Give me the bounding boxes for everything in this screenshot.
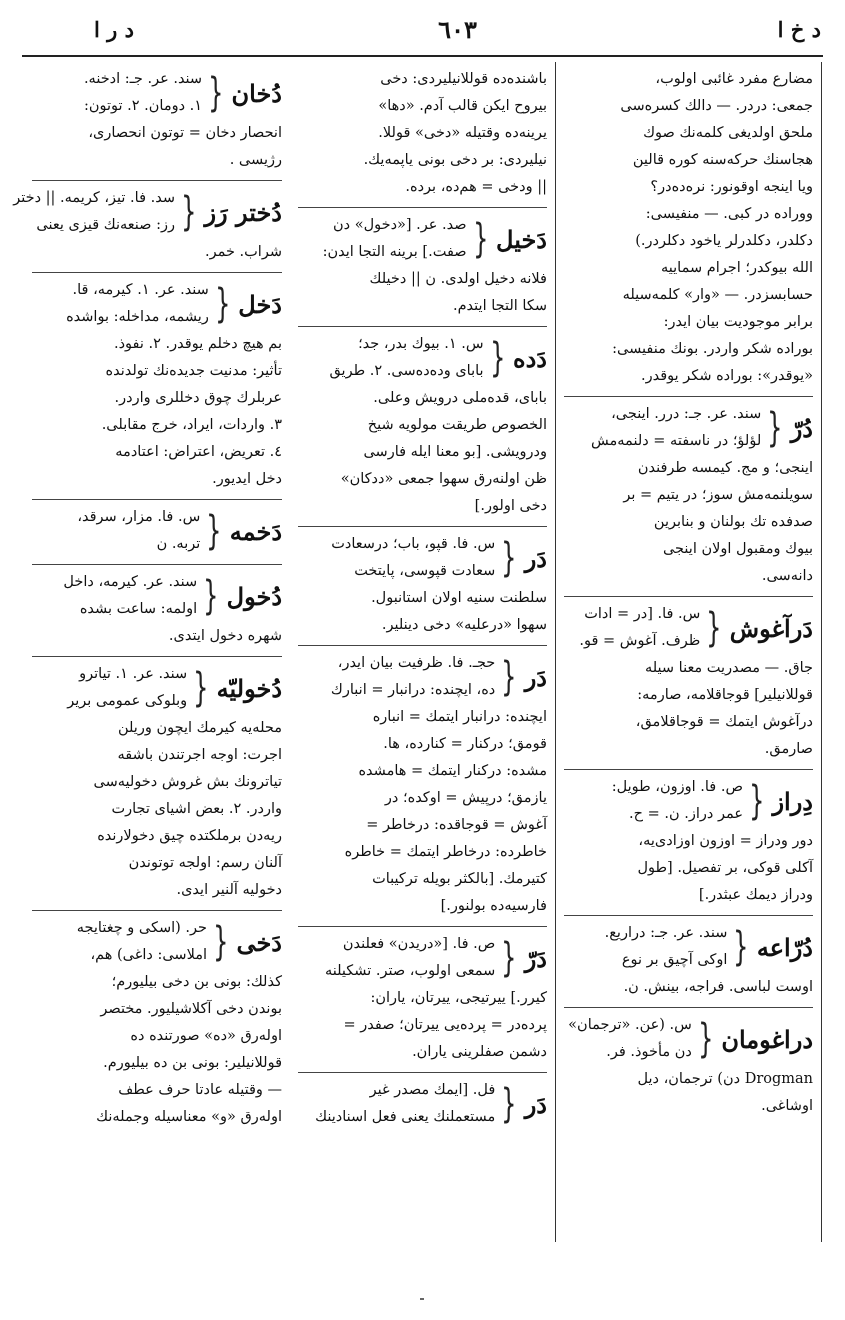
brace-glyph: { [749,778,765,824]
entry-line: فلانه دخیل اولدی. ن || دخیلك [369,271,547,287]
entry-line: Drogman دن) ترجمان، دیل [637,1071,813,1087]
entry-line: کذلك: بونی بن دخی بیلیورم؛ [111,974,282,990]
entry-line: ظن اولنه‌رق سهوا جمعی «ددکان» [340,471,547,487]
entry-head-lines [564,920,727,974]
entry-line: اولەرق «ده» صورتنده ده [130,1028,282,1044]
entry-head-line: ۱. دومان. ۲. توتون: [83,98,203,114]
entry-line: شراب. خمر. [204,244,282,260]
entry-head-row [298,531,547,585]
entry-line: ویا اینجه اوقونور: نره‌ده‌در؟ [650,179,813,195]
entry-line: صارمق. [764,741,813,757]
entry-head-line: ص. فا. [«دریدن» فعلندن [342,936,496,952]
entry-line: باشنده‌ده قوللانیلیردی: دخی [380,71,547,87]
entry-line: عربلرك چوق دخللری واردر. [114,390,282,406]
entry-line: ایچنده: درانبار ایتمك = انباره [372,709,547,725]
entry-head-lines [32,569,197,623]
entry-head-row [32,277,282,331]
entry-head-row [298,1077,547,1131]
entry-line: محله‌یه کیرمك ایچون وریلن [117,720,282,736]
entry-headword: دُخول [226,581,282,611]
entry-line: شهره دخول ایتدی. [168,628,282,644]
header-rule [22,55,823,57]
entry-head-line: تربه. ن [156,536,201,552]
entry-line: اجرت: اوجه اجرتندن باشقه [117,747,282,763]
entry-head-lines [298,650,495,704]
column-left [556,62,822,1242]
entry-line: سكا التجا ایتدم. [452,298,547,314]
entry-head-line: حجـ. فا. ظرفیت بیان ایدر، [337,655,496,671]
entry-head-line: س. فا. قپو، باب؛ درسعادت [331,536,496,552]
entry-line: کتیرمك. [بالکثر بویله ترکیبات [372,871,547,887]
entry-headword: دَخمه [229,516,282,546]
entry-line: درآغوش ایتمك = قوجاقلامق، [635,714,813,730]
entry-headword: دَرّ [524,943,547,973]
entry-head-row [298,650,547,704]
entry-line: پرده‌در = پرده‌یی ییرتان؛ صفدر = [343,1017,547,1033]
entry-head-line: اولمه: ساعت بشده [79,601,198,617]
dictionary-entry [32,500,282,565]
entry-line: بیوك ومقبول اولان اینجی [662,541,813,557]
entry-line: ٤. تعریض، اعتراض: اعتادمه [115,444,282,460]
brace-glyph: { [733,924,749,970]
entry-head-row [564,1012,813,1066]
entry-line: سویلنمه‌مش سوز؛ در یتیم = بر [623,487,813,503]
brace-glyph: { [213,919,229,965]
entry-head-line: حر. (اسکی و چغتایجه [76,920,208,936]
column-middle [290,62,556,1242]
entry-line: سلطنت سنیه اولان استانبول. [371,590,547,606]
entry-headword: دُرّاعه [756,932,813,962]
entry-head-line: س. (عن. «ترجمان» [568,1017,692,1033]
brace-glyph: { [193,665,209,711]
entry-head-line: فل. [ایمك مصدر غیر [369,1082,496,1098]
entry-line: ۳. واردات، ایراد، خرج مقابلی. [101,417,282,433]
entry-line: قوللانیلیر] قوجاقلامه، صارمه: [637,687,813,703]
entry-line: بابای، قدەملی درویش وعلی. [373,390,547,406]
entry-head-row [32,915,282,969]
entry-line: اینجی؛ و مج. کیمسه طرفندن [637,460,813,476]
entry-line: بوندن دخی آکلاشیلیور. مختصر [100,1001,282,1017]
entry-line: خاطرده: درخاطر ایتمك = خاطره [344,844,547,860]
entry-line: دکلدر، دکلدرلر یاخود دکلردر.) [635,233,813,249]
brace-glyph: { [206,508,222,554]
brace-glyph: { [472,216,488,262]
entry-head-row [32,66,282,120]
entry-head-row [13,185,282,239]
page-header [14,12,831,46]
entry-line: انحصار دخان = توتون انحصاری، [88,125,282,141]
entry-head-row [32,661,282,715]
entry-line: آلنان رسم: اولجه توتوندن [128,855,282,871]
entry-head-line: سند. عر. جـ: درر. اینجی، [611,406,762,422]
entry-headword: دُختر رَز [204,197,282,227]
dictionary-entry [298,62,547,208]
entry-line: دخل ایدیور. [212,471,282,487]
dictionary-entry [298,527,547,646]
dictionary-entry [298,208,547,327]
entry-line: دور ودراز = اوزون اوزادی‌یه، [638,833,813,849]
entry-head-lines [564,774,743,828]
brace-glyph: { [501,654,517,700]
entry-head-line: دن مأخوذ. فر. [606,1044,692,1060]
entry-headword: دُخان [231,78,282,108]
entry-line: حسابسزدر. — «وار» کلمه‌سیله [622,287,813,303]
entry-line: قوللانیلیر: بونی بن ده بیلیورم. [103,1055,282,1071]
entry-headword: دُرّ [790,413,813,443]
dictionary-entry [32,911,282,1137]
brace-glyph: { [203,573,219,619]
entry-line: تیاترونك بش غروش دخولیه‌سی [93,774,282,790]
entry-head-lines [32,661,187,715]
entry-head-lines [298,931,495,985]
entry-head-row [564,401,813,455]
entry-line: مشده: درکنار ایتمك = هامشده [358,763,547,779]
entry-head-row [298,331,547,385]
entry-line: اوست لباسی. فراجه، بینش. ن. [623,979,813,995]
entry-line: دخولیه آلنیر ایدی. [176,882,282,898]
dictionary-entry [32,657,282,911]
entry-head-line: س. فا. [در = ادات [584,606,701,622]
entry-line: الخصوص طریقت مولویه شیخ [367,417,547,433]
entry-head-line: سند. عر. کیرمه، داخل [63,574,198,590]
dictionary-entry [298,327,547,527]
entry-line: دشمن صفلرینی یاران. [412,1044,547,1060]
entry-line: جمعی: دردر. — دالك کسره‌سی [620,98,813,114]
entry-head-row [298,212,547,266]
entry-headword: دراغومان [721,1024,813,1054]
entry-line: قومق؛ درکنار = کنارده، ها. [383,736,547,752]
entry-line: مضارع مفرد غائبی اولوب، [655,71,813,87]
entry-head-line: ص. فا. اوزون، طویل: [611,779,743,795]
entry-line: هجاسنك حرکه‌سنه کوره قالین [632,152,813,168]
entry-line: نیلیردی: بر دخی بونی یاپمه‌یك. [363,152,547,168]
entry-head-row [32,569,282,623]
dictionary-entry [298,1073,547,1137]
entry-head-line: سند. عر. جـ: ادخنه. [83,71,203,87]
entry-line: ریه‌دن برملکتده چیق دخولارنده [97,828,282,844]
entry-headword: دَر [524,543,547,573]
entry-line: یازمق؛ درپیش = اوکده؛ در [384,790,547,806]
entry-line: واردر. ۲. بعض اشیای تجارت [111,801,282,817]
entry-head-line: س. فا. مزار، سرقد، [77,509,201,525]
entry-head-row [32,504,282,558]
dictionary-entry [32,565,282,657]
dictionary-entry [564,62,813,397]
entry-head-lines [32,915,207,969]
entry-line: ووراده در کبی. — منفیسی: [645,206,813,222]
page-mark [420,1298,424,1300]
entry-head-line: سند. عر. جـ: دراریع. [604,925,728,941]
entry-headword: دُخولیّه [216,673,282,703]
entry-head-lines [298,212,467,266]
entry-head-lines [32,277,209,331]
brace-glyph: { [501,1081,517,1127]
entry-line: — وقتیله عادتا حرف عطف [118,1082,282,1098]
entry-line: تأثیر: مدنیت جدیده‌نك تولدنده [105,363,282,379]
dictionary-entry [32,62,282,181]
entry-head-lines [298,1077,495,1131]
entry-line: جاق. — مصدریت معنا سیله [644,660,813,676]
dictionary-entry [564,397,813,597]
dictionary-entry [564,770,813,916]
entry-line: الله بیوکدر؛ اجرام سماییه [660,260,813,276]
brace-glyph: { [767,405,783,451]
dictionary-entry [298,646,547,927]
entry-head-line: سند. عر. ۱. تیاترو [79,666,188,682]
entry-head-line: لؤلؤ؛ در ناسفته = دلنمه‌مش [591,433,762,449]
entry-line: آکلی قوکی، بر تفصیل. [طول [637,860,813,876]
entry-head-line: سعادت قپوسی، پایتخت [354,563,496,579]
brace-glyph: { [706,605,722,651]
entry-line: یرینه‌ده وقتیله «دخی» قوللا. [378,125,547,141]
dictionary-columns [13,62,824,1242]
dictionary-entry [564,597,813,770]
header-letters-right: د خ ا [777,16,821,42]
entry-head-lines [13,185,175,239]
entry-headword: دَخل [238,289,282,319]
entry-head-row [298,931,547,985]
brace-glyph: { [501,535,517,581]
entry-head-lines [298,531,495,585]
entry-line: دانه‌سی. [761,568,813,584]
entry-head-line: س. ۱. بیوك بدر، جد؛ [358,336,484,352]
entry-line: ودرویشی. [بو معنا ایله فارسی [363,444,547,460]
entry-line: فارسیه‌ده بولنور.] [440,898,547,914]
entry-head-line: مستعملنك یعنی فعل اسنادینك [315,1109,496,1125]
entry-head-line: صد. عر. [«دخول» دن [333,217,467,233]
entry-head-lines [32,504,200,558]
entry-headword: دَخیل [496,224,547,254]
entry-head-line: سمعی اولوب، صتر. تشکیلنه [324,963,496,979]
entry-line: اوله‌رق «و» معناسیله وجمله‌نك [96,1109,282,1125]
entry-line: || ودخی = هم‌ده، برده. [405,179,547,195]
entry-head-lines [564,1012,692,1066]
entry-head-line: سند. عر. ۱. کیرمه، قا. [72,282,209,298]
entry-head-lines [564,601,700,655]
entry-head-row [564,920,813,974]
entry-head-line: املاسی: داغی) هم، [90,947,208,963]
entry-line: آغوش = قوجاقده: درخاطر = [366,817,547,833]
entry-headword: دَخی [236,927,282,957]
brace-glyph: { [208,70,224,116]
entry-line: برابر موجودیت بیان ایدر: [663,314,813,330]
entry-head-line: وبلوکی عمومی بریر [67,693,188,709]
column-right [13,62,290,1242]
entry-headword: دَر [524,662,547,692]
entry-head-lines [564,401,761,455]
dictionary-entry [564,916,813,1008]
brace-glyph: { [501,935,517,981]
entry-head-lines [32,66,202,120]
entry-head-line: صفت.] برینه التجا ایدن: [322,244,467,260]
entry-headword: دَرآغوش [729,613,813,643]
dictionary-entry [564,1008,813,1126]
entry-line: صدفده تك بولنان و بنابرین [653,514,813,530]
entry-head-line: ریشمه، مداخله: بواشده [66,309,209,325]
entry-line: «یوقدر»: بوراده شکر یوقدر. [641,368,813,384]
dictionary-entry [32,273,282,500]
entry-line: کیرر.] ییرتیجی، ییرتان، یاران: [370,990,547,1006]
brace-glyph: { [697,1016,714,1062]
entry-head-lines [298,331,484,385]
entry-head-line: ظرف. آغوش = قو. [579,633,701,649]
entry-head-row [564,601,813,655]
entry-line: دخی اولور.] [474,498,547,514]
brace-glyph: { [214,281,231,327]
entry-line: ودراز دیمك عبثدر.] [698,887,813,903]
header-letters-left: د ر ا [94,16,134,42]
entry-head-row [564,774,813,828]
entry-line: بیروح ایکن قالب آدم. «دها» [378,98,547,114]
dictionary-entry [13,181,282,273]
entry-head-line: بابای وده‌دەسی. ۲. طریق [329,363,484,379]
page-number: ٦٠٣ [438,14,477,44]
entry-line: اوشاغی. [761,1098,813,1114]
entry-line: بم هیچ دخلم یوقدر. ۲. نفوذ. [113,336,282,352]
entry-line: رژیسی . [229,152,282,168]
entry-head-line: عمر دراز. ن. = ح. [629,806,743,822]
entry-head-line: رز: صنعه‌نك قیزی یعنی [36,217,175,233]
entry-line: بوراده شکر واردر. بونك منفیسی: [612,341,813,357]
entry-head-line: اوکی آچیق بر نوع [621,952,728,968]
entry-headword: دَده [513,343,547,373]
entry-head-line: ده، ایچنده: درانبار = انبارك [330,682,496,698]
entry-headword: دِراز [772,786,813,816]
entry-line: سهوا «درعلیه» دخی دینلیر. [381,617,547,633]
entry-headword: دَر [524,1089,547,1119]
entry-head-line: سد. فا. تیز، کریمه. || دختر [13,190,175,206]
brace-glyph: { [181,189,197,235]
entry-line: ملحق اولدیغی کلمه‌نك صوك [643,125,813,141]
brace-glyph: { [489,335,505,381]
dictionary-entry [298,927,547,1073]
